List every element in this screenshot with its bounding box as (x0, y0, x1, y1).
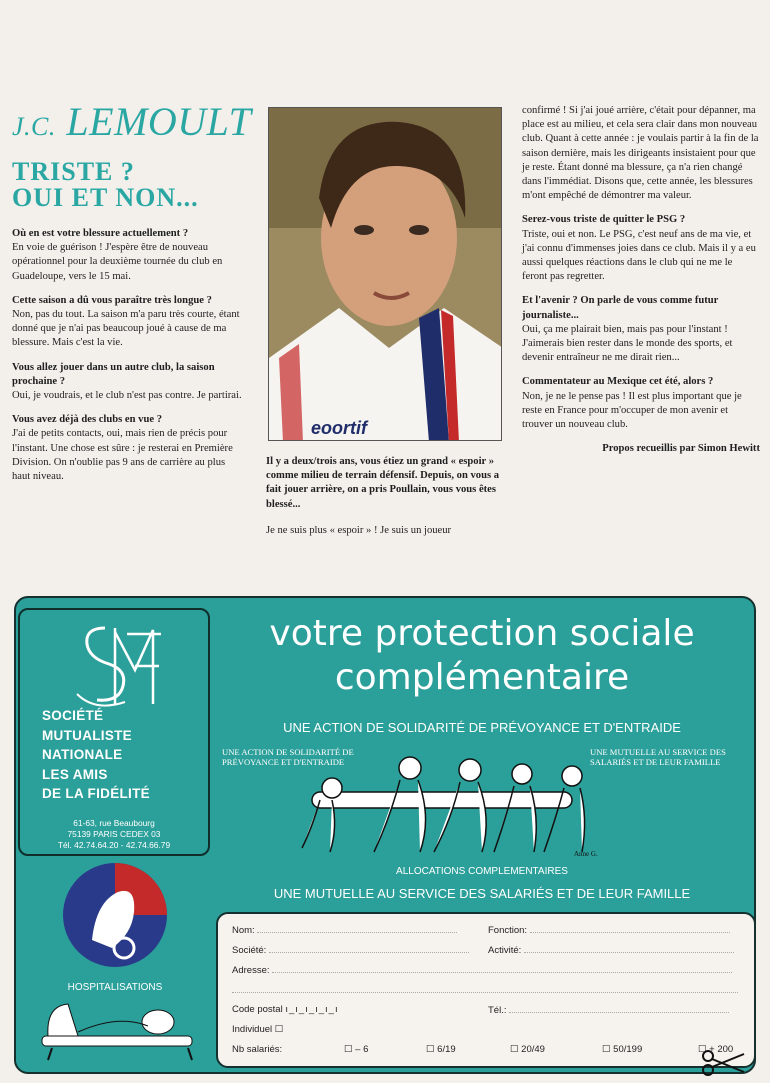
individuel-option[interactable] (232, 1024, 283, 1035)
article-column-2 (266, 455, 502, 548)
association-line: DE LA FIDÉLITÉ (42, 786, 150, 801)
qa-item (522, 294, 760, 365)
association-line: NATIONALE (42, 747, 123, 762)
question: Et l'avenir ? On parle de vous comme futur journaliste... (522, 295, 719, 321)
qa-item (522, 213, 760, 284)
mutuelle-tagline: UNE MUTUELLE AU SERVICE DES SALARIÉS ET DE LEUR FAMILLE (273, 886, 691, 901)
association-line: MUTUALISTE (42, 727, 132, 743)
cartoon-figures-carrying-log (282, 748, 602, 860)
player-photo (268, 107, 502, 441)
article-headline (12, 159, 244, 211)
checkbox[interactable]: ☐ (426, 1044, 435, 1055)
qa-item (12, 294, 244, 351)
individuel-checkbox[interactable]: ☐ (274, 1024, 284, 1035)
option-label: + 200 (709, 1044, 734, 1055)
societe-label: Société: (232, 945, 267, 956)
association-logo-box (18, 608, 210, 856)
qa-item (12, 413, 244, 484)
answer-continuation: confirmé ! Si j'ai joué arrière, c'était pour dépanner, ma place est au milieu, et cela sera clair dans mon nouveau club. Quant à cette année : je voulais partir à la fin de la saison dernière, mais les dirigeants insistaient pour que je reste. Étant donné ma blessure, ça n'a rien changé dans l'immédiat. Disons que, cette année, les blessures m'ont empêché de démontrer ma valeur. (522, 105, 759, 202)
qa-item (12, 361, 244, 404)
headline-line-2: OUI ET NON... (12, 183, 199, 212)
activite-input-line[interactable] (524, 944, 734, 953)
adresse-label: Adresse: (232, 965, 270, 976)
headline-line-1: TRISTE ? (12, 157, 135, 186)
association-address (20, 818, 208, 851)
answer: Oui, je voudrais, et le club n'est pas contre. Je partirai. (12, 390, 242, 402)
article-credit: Propos recueillis par Simon Hewitt (602, 443, 760, 455)
qa-item (12, 227, 244, 284)
phone-line: Tél. 42.74.64.20 - 42.74.66.79 (57, 840, 171, 850)
patient-in-bed-icon (38, 996, 198, 1062)
answer: Je ne suis plus « espoir » ! Je suis un joueur (266, 524, 452, 536)
checkbox[interactable]: ☐ (344, 1044, 353, 1055)
tel-label: Tél.: (488, 1005, 507, 1016)
ad-headline-line-1: votre protection sociale (269, 613, 695, 654)
answer: J'ai de petits contacts, oui, mais rien de précis pour l'instant. Une chose est sûre : je resterai en Première Division. On n'oublie pas 9 ans de carrière au plus haut niveau. (12, 428, 233, 483)
activite-field[interactable] (488, 944, 734, 956)
fonction-input-line[interactable] (530, 924, 730, 933)
option-50-199[interactable] (602, 1044, 642, 1055)
answer: Oui, ça me plairait bien, mais pas pour l'instant ! J'aimerais bien rester dans le monde des sports, et devenir entraîneur ne me dirait rien... (522, 323, 733, 364)
name-initials: J.C. (12, 112, 56, 141)
association-line: SOCIÉTÉ (42, 708, 104, 723)
answer: En voie de guérison ! J'espère être de nouveau opérationnel pour la deuxième tournée du club en Guadeloupe, vers le 15 mai. (12, 242, 223, 282)
article-column-1 (12, 99, 252, 494)
question: Où en est votre blessure actuellement ? (12, 228, 189, 239)
option-label: – 6 (355, 1044, 369, 1055)
cartoon-caption-right: UNE MUTUELLE AU SERVICE DES SALARIÉS ET DE LEUR FAMILLE (590, 747, 726, 767)
nom-field[interactable] (232, 924, 457, 936)
hospitalisations-label: HOSPITALISATIONS (67, 982, 163, 993)
checkbox[interactable]: ☐ (510, 1044, 519, 1055)
nom-label: Nom: (232, 925, 255, 936)
question: Vous avez déjà des clubs en vue ? (12, 414, 162, 426)
societe-input-line[interactable] (269, 944, 469, 953)
name-surname: LEMOULT (66, 99, 252, 144)
nb-salaries-label-wrap (232, 1044, 282, 1055)
association-line: LES AMIS (42, 766, 108, 782)
code-postal-label: Code postal (232, 1004, 283, 1015)
answer: Triste, oui et non. Le PSG, c'est neuf ans de ma vie, et j'ai connu d'immenses joies dans ce club. Mais il y a eu aussi quelques réactions dans le club qui ne me le feront pas regretter. (522, 228, 756, 283)
association-name (42, 706, 207, 804)
tel-input-line[interactable] (509, 1004, 729, 1013)
answer: Non, pas du tout. La saison m'a paru très courte, étant donné que je n'ai pas beaucoup joué à cause de ma blessure. Mais c'est la vie. (12, 309, 240, 349)
nom-input-line[interactable] (257, 924, 457, 933)
code-postal-boxes[interactable]: ı_ı_ı_ı_ı_ı (285, 1004, 339, 1015)
question: Commentateur au Mexique cet été, alors ? (522, 376, 714, 388)
address-line: 61-63, rue Beaubourg (73, 818, 155, 828)
adresse-field[interactable] (232, 964, 732, 976)
qa-item (522, 375, 760, 432)
ad-subtitle: UNE ACTION DE SOLIDARITÉ DE PRÉVOYANCE ET D'ENTRAIDE (283, 720, 681, 735)
ad-headline (212, 612, 752, 700)
code-postal-field[interactable] (232, 1004, 339, 1015)
activite-label: Activité: (488, 945, 522, 956)
option-label: 50/199 (613, 1044, 643, 1055)
scissors-icon (700, 1048, 746, 1078)
article-column-3 (522, 104, 760, 456)
question: Il y a deux/trois ans, vous étiez un grand « espoir » comme milieu de terrain défensif. Depuis, on vous a fait jouer arrière, on a pris Poullain, vous vous êtes blessé... (266, 456, 500, 510)
address-line: 75139 PARIS CEDEX 03 (67, 829, 161, 839)
hospital-emblem-icon (62, 862, 168, 968)
option-20-49[interactable] (510, 1044, 545, 1055)
option-label: 6/19 (437, 1044, 456, 1055)
fonction-field[interactable] (488, 924, 730, 936)
shirt-sponsor-text: eoortif (311, 418, 367, 438)
fonction-label: Fonction: (488, 925, 528, 936)
individuel-label: Individuel (232, 1024, 273, 1035)
societe-field[interactable] (232, 944, 469, 956)
answer: Non, je ne le pense pas ! Il est plus important que je reste en France pour m'occuper de mon avenir et trouver un nouveau club. (522, 390, 742, 431)
nb-salaries-label: Nb salariés: (232, 1044, 283, 1055)
option-6-19[interactable] (426, 1044, 456, 1055)
option-label: 20/49 (521, 1044, 545, 1055)
tel-field[interactable] (488, 1004, 729, 1016)
checkbox[interactable]: ☐ (698, 1044, 707, 1055)
smf-monogram-logo (65, 620, 165, 712)
adresse-input-line[interactable] (272, 964, 732, 973)
subscription-coupon-form (216, 912, 756, 1068)
artist-signature: Anne G. (574, 850, 598, 858)
cartoon-caption-left: UNE ACTION DE SOLIDARITÉ DE PRÉVOYANCE ET D'ENTRAIDE (222, 747, 354, 767)
adresse-input-line-2[interactable] (232, 984, 738, 993)
checkbox[interactable]: ☐ (602, 1044, 611, 1055)
interviewee-name (12, 99, 252, 149)
question: Serez-vous triste de quitter le PSG ? (522, 214, 686, 226)
question: Cette saison a dû vous paraître très longue ? (12, 294, 212, 306)
option-under-6[interactable] (344, 1044, 368, 1055)
allocations-label: ALLOCATIONS COMPLEMENTAIRES (396, 866, 568, 877)
ad-headline-line-2: complémentaire (334, 657, 630, 698)
adresse-continuation-line[interactable] (232, 984, 738, 996)
question: Vous allez jouer dans un autre club, la saison prochaine ? (12, 361, 215, 387)
